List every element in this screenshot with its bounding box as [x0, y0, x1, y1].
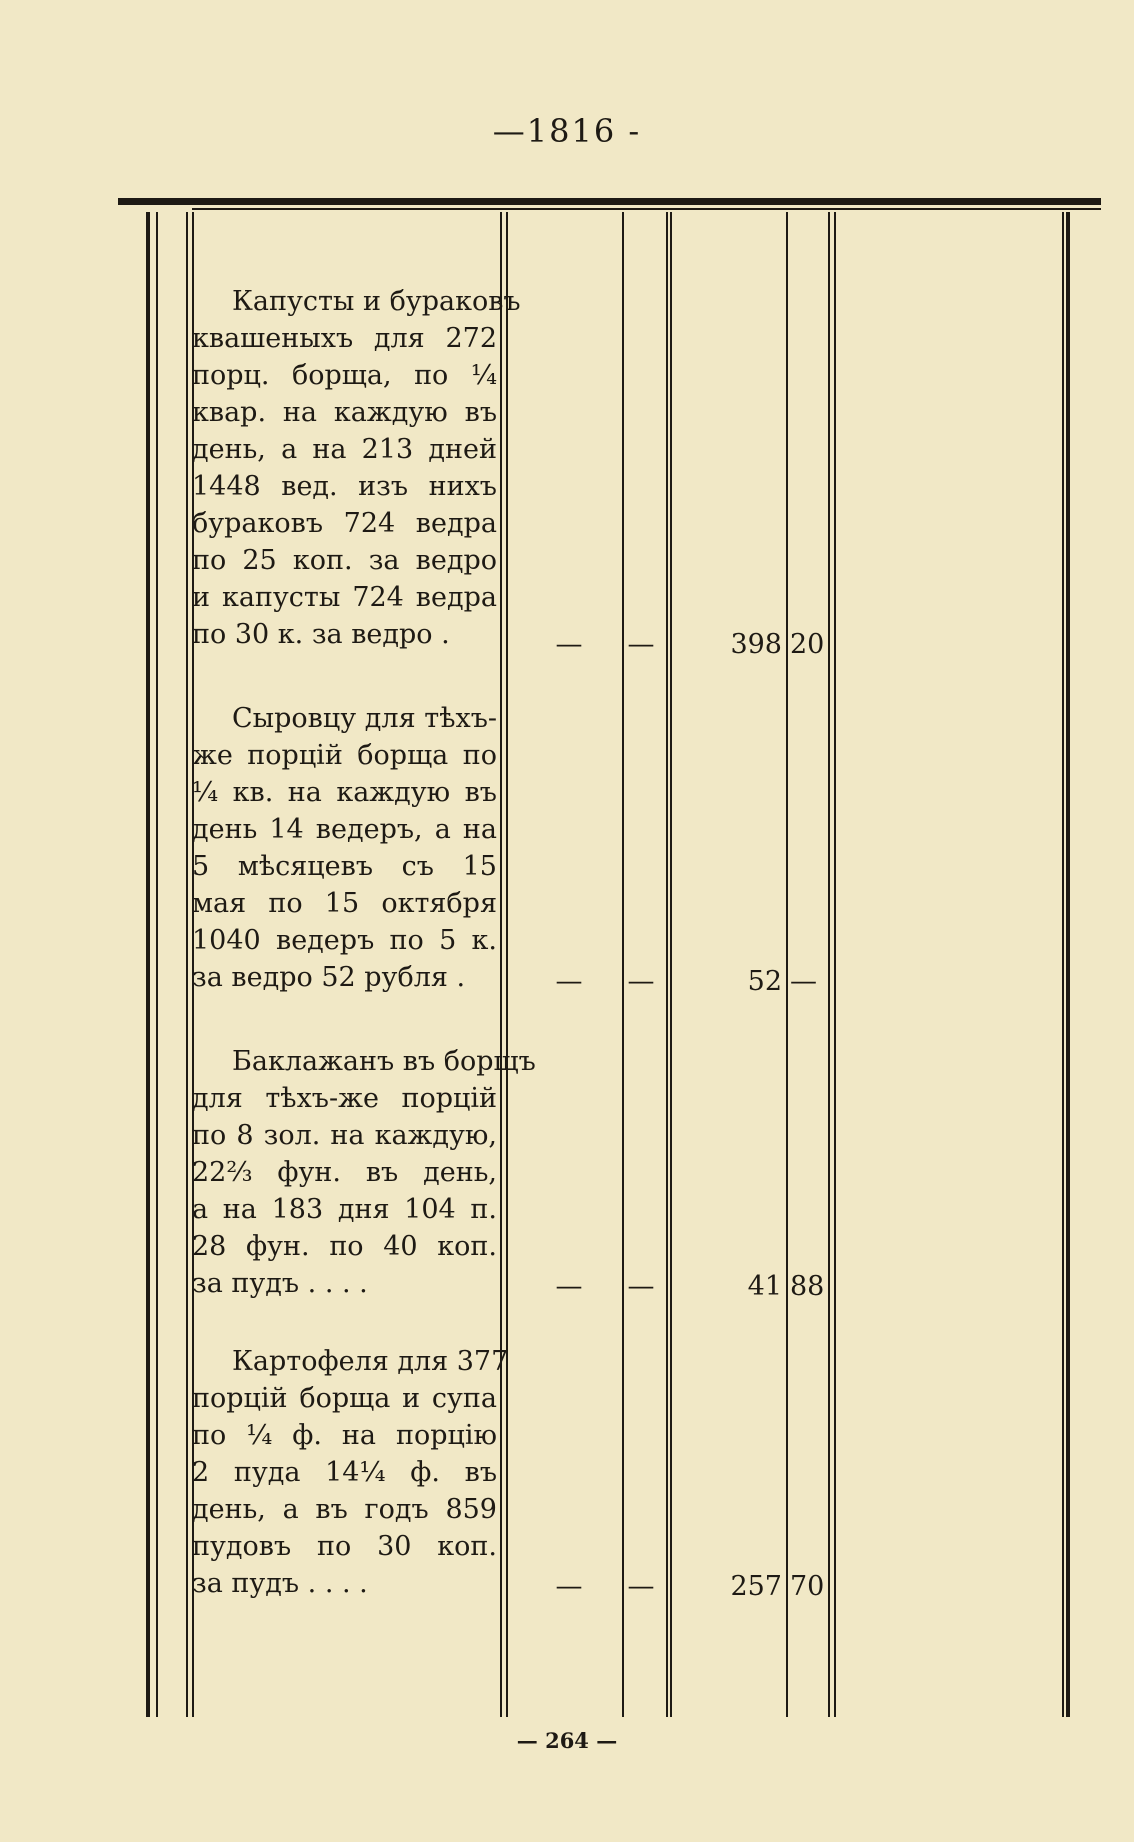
text-line: по 8 зол. на каждую, — [192, 1120, 497, 1151]
text-line: 1448 вед. изъ нихъ — [192, 471, 497, 502]
ledger-cell-col-a: — — [555, 1271, 583, 1302]
ledger-cell-rubles: 257 — [730, 1571, 782, 1602]
column-rule — [146, 212, 150, 1717]
ledger-entry-description — [192, 1343, 509, 1602]
text-line: 2 пуда 14¼ ф. въ — [192, 1457, 497, 1488]
column-rule — [1062, 212, 1064, 1717]
text-line: же порцій борща по — [192, 740, 497, 771]
sheet-number: — 264 — — [516, 1728, 618, 1753]
column-rule — [186, 212, 188, 1717]
text-line: бураковъ 724 ведра — [192, 508, 497, 539]
text-line: Капусты и бураковъ — [232, 286, 521, 317]
column-rule — [834, 212, 836, 1717]
ledger-cell-col-b: — — [627, 1271, 655, 1302]
ledger-cell-kopecks: 70 — [790, 1571, 825, 1602]
text-line: по 30 к. за ведро . — [192, 619, 450, 650]
ledger-cell-col-b: — — [627, 629, 655, 660]
ledger-cell-col-a: — — [555, 966, 583, 997]
column-rule — [1066, 212, 1070, 1717]
ledger-cell-kopecks: 88 — [790, 1271, 825, 1302]
text-line: ¼ кв. на каждую въ — [192, 777, 497, 808]
text-line: день, а на 213 дней — [192, 434, 497, 465]
ledger-cell-rubles: 52 — [747, 966, 782, 997]
text-line: 1040 ведеръ по 5 к. — [192, 925, 497, 956]
text-line: а на 183 дня 104 п. — [192, 1194, 497, 1225]
text-line: по 25 коп. за ведро — [192, 545, 497, 576]
text-line: день 14 ведеръ, а на — [192, 814, 497, 845]
ledger-entry-description — [192, 1043, 536, 1302]
column-rule — [506, 212, 508, 1717]
text-line: Картофеля для 377 — [232, 1346, 509, 1377]
ledger-cell-rubles: 41 — [747, 1271, 782, 1302]
text-line: квар. на каждую въ — [192, 397, 497, 428]
ledger-cell-rubles: 398 — [730, 629, 782, 660]
table-top-rule — [118, 198, 1101, 205]
text-line: по ¼ ф. на порцію — [192, 1420, 497, 1451]
ledger-entry-description — [192, 283, 521, 653]
text-line: Баклажанъ въ борщъ — [232, 1046, 536, 1077]
text-line: Сыровцу для тѣхъ- — [232, 703, 497, 734]
ledger-cell-col-b: — — [627, 1571, 655, 1602]
table-top-rule-thin — [192, 208, 1101, 210]
column-rule — [786, 212, 788, 1717]
text-line: 28 фун. по 40 коп. — [192, 1231, 497, 1262]
text-line: порцій борща и супа — [192, 1383, 497, 1414]
ledger-cell-col-b: — — [627, 966, 655, 997]
text-line: за пудъ . . . . — [192, 1568, 368, 1599]
text-line: 22⅔ фун. въ день, — [192, 1157, 497, 1188]
ledger-cell-col-a: — — [555, 629, 583, 660]
text-line: порц. борща, по ¼ — [192, 360, 497, 391]
text-line: мая по 15 октября — [192, 888, 497, 919]
text-line: за пудъ . . . . — [192, 1268, 368, 1299]
ledger-entry-description — [192, 700, 497, 996]
text-line: для тѣхъ-же порцій — [192, 1083, 497, 1114]
column-rule — [156, 212, 158, 1717]
page-number: —1816 - — [492, 112, 642, 150]
text-line: и капусты 724 ведра — [192, 582, 497, 613]
ledger-cell-col-a: — — [555, 1571, 583, 1602]
text-line: 5 мѣсяцевъ съ 15 — [192, 851, 497, 882]
column-rule — [500, 212, 502, 1717]
text-line: квашеныхъ для 272 — [192, 323, 497, 354]
column-rule — [670, 212, 672, 1717]
ledger-cell-kopecks: 20 — [790, 629, 825, 660]
ledger-cell-kopecks: — — [790, 966, 817, 997]
text-line: за ведро 52 рубля . — [192, 962, 466, 993]
text-line: пудовъ по 30 коп. — [192, 1531, 497, 1562]
text-line: день, а въ годъ 859 — [192, 1494, 497, 1525]
